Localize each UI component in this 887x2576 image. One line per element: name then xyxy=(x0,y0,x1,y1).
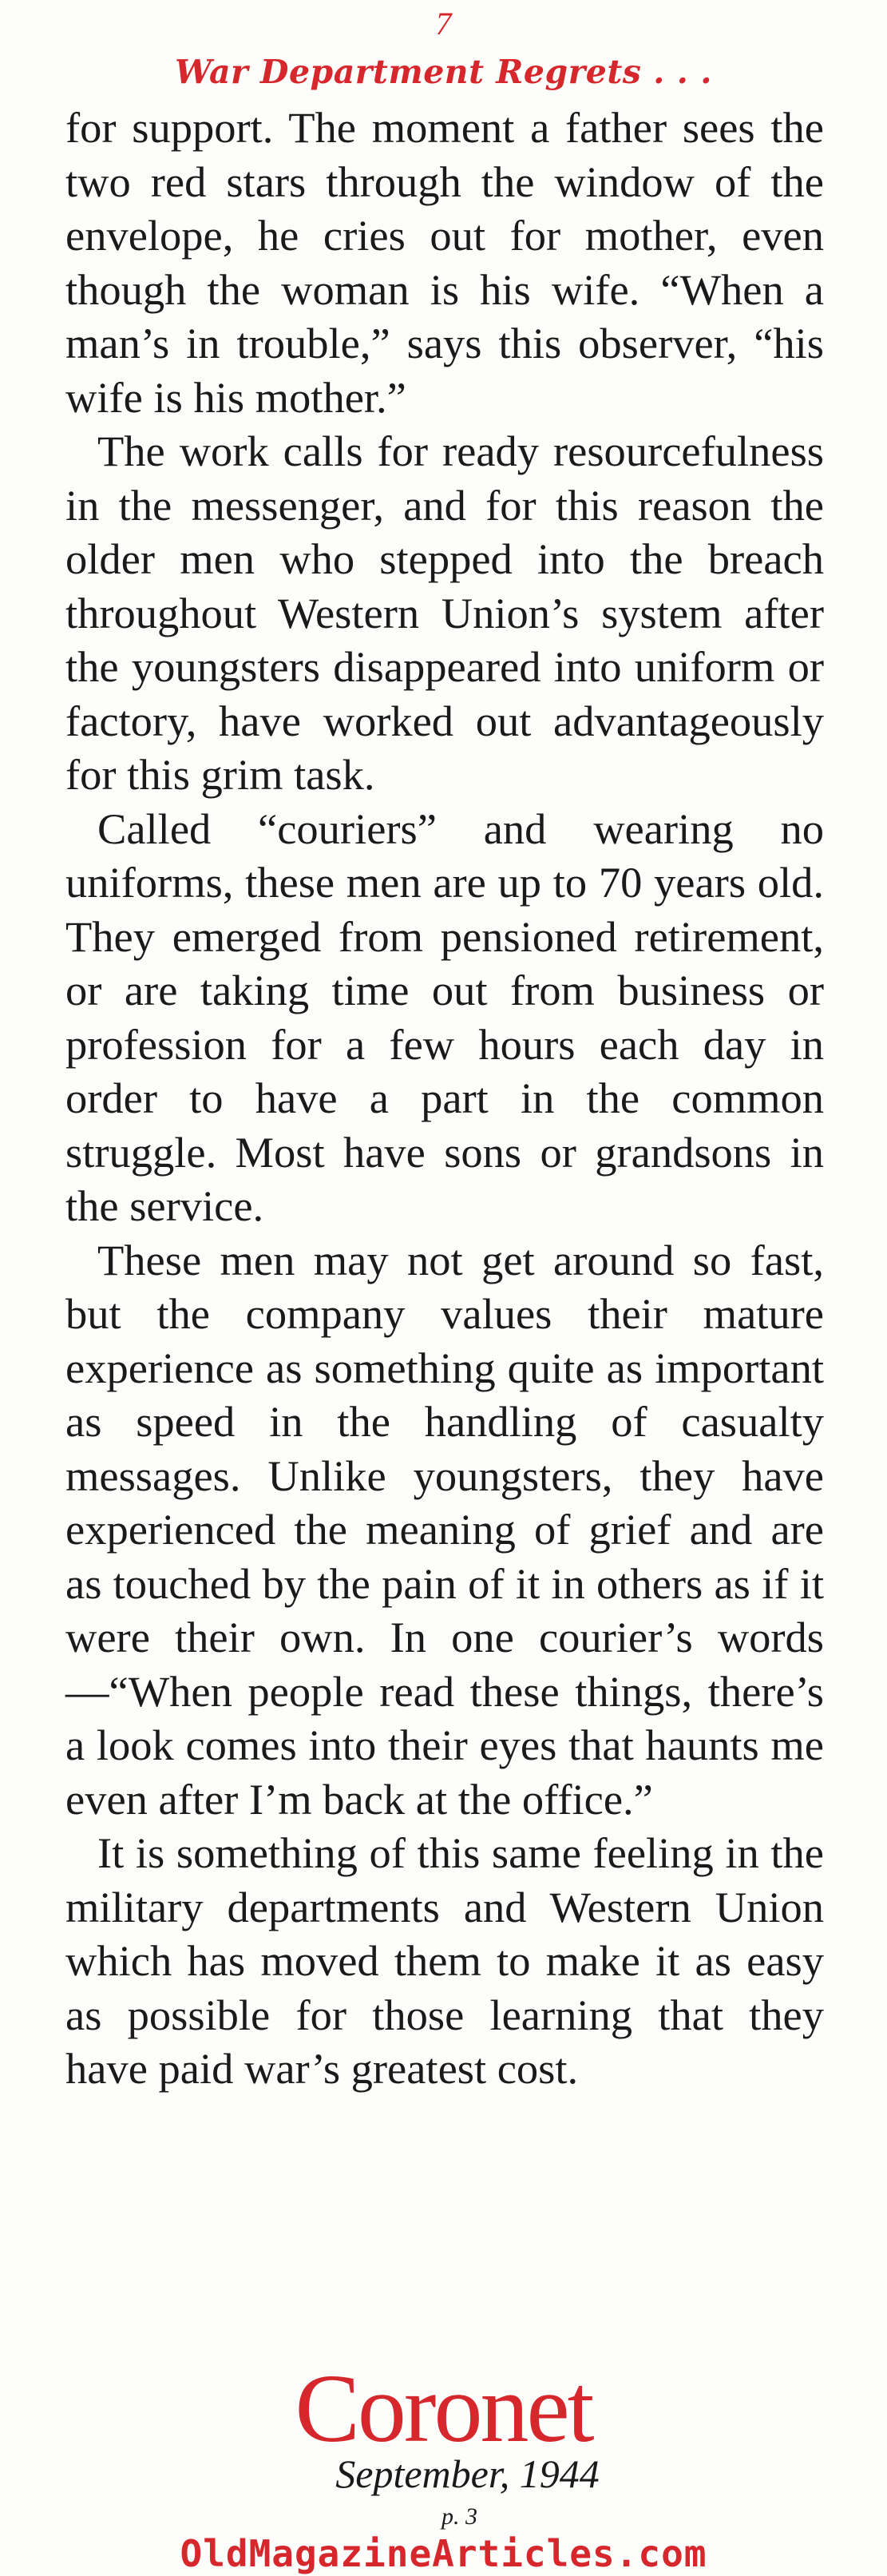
article-paragraph: These men may not get around so fast, but the company values their mature experience as something quite as important as speed in the handling of casualty messages. Unlike youngsters, they have experienced the meaning of grief and are as touched by the pain of it in others as if it were their own. In one courier’s words—“When people read these things, there’s a look comes into their eyes that haunts me even after I’m back at the office.” xyxy=(65,1235,824,1824)
site-watermark: OldMagazineArticles.com xyxy=(180,2532,707,2575)
magazine-masthead: Coronet xyxy=(295,2355,592,2463)
article-paragraph: for support. The moment a father sees the two red stars through the window of the envelope, he cries out for mother, even though the woman is his wife. “When a man’s in trouble,” says this observer, “his wife is his mother.” xyxy=(65,103,824,422)
page-number: 7 xyxy=(435,6,452,42)
running-head: War Department Regrets . . . xyxy=(174,53,712,91)
article-paragraph: The work calls for ready resourcefulness in the messenger, and for this reason the older men who stepped into the breach throughout Western Union’s system after the youngsters disappeared into uniform or factory, have worked out advantageously for this grim task. xyxy=(65,427,824,799)
article-paragraph: Called “couriers” and wearing no uniforms, these men are up to 70 years old. They emerged from pensioned retirement, or are taking time out from business or profession for a few hours each day in order to have a part in the common struggle. Most have sons or grandsons in the service. xyxy=(65,804,824,1230)
article-body xyxy=(65,101,824,2096)
page-reference: p. 3 xyxy=(442,2503,477,2530)
issue-date: September, 1944 xyxy=(335,2451,600,2496)
article-paragraph: It is something of this same feeling in the military departments and Western Union which has moved them to make it as easy as possible for those learning that they have paid war’s greatest cost. xyxy=(65,1828,824,2093)
